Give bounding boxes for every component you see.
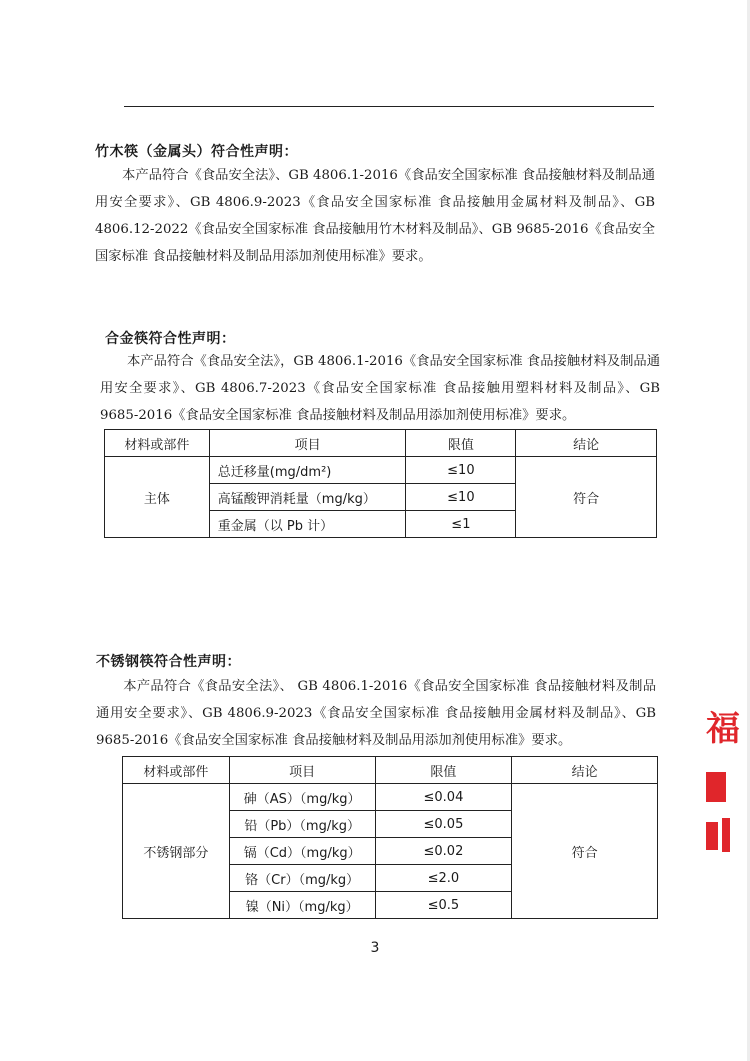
- table-header-row: [123, 757, 658, 784]
- item-cell: 砷（AS）（mg/kg）: [229, 784, 375, 811]
- item-cell: 高锰酸钾消耗量（mg/kg）: [209, 484, 406, 511]
- conclusion-cell: 符合: [516, 457, 657, 538]
- section-body-stainless: 本产品符合《食品安全法》、 GB 4806.1-2016《食品安全国家标准 食品接触材料及制品通用安全要求》、GB 4806.9-2023《食品安全国家标准 食品接触用金属材料及制品》、GB 9685-2016《食品安全国家标准 食品接触材料及制品用添加剂使用标准》要求。: [96, 679, 656, 748]
- seal-fragment: [706, 772, 726, 802]
- header-conclusion: 结论: [512, 757, 658, 784]
- seal-fragment: [706, 822, 718, 850]
- limit-cell: ≤0.04: [375, 784, 512, 811]
- material-cell: 不锈钢部分: [123, 784, 230, 919]
- section-body-alloy: 本产品符合《食品安全法》，GB 4806.1-2016《食品安全国家标准 食品接触材料及制品通用安全要求》、GB 4806.7-2023《食品安全国家标准 食品接触用塑料材料及制品》、GB 9685-2016《食品安全国家标准 食品接触材料及制品用添加剂使用标准》要求。: [100, 354, 660, 423]
- header-limit: 限值: [375, 757, 512, 784]
- item-cell: 铅（Pb）（mg/kg）: [229, 811, 375, 838]
- header-material: 材料或部件: [105, 430, 210, 457]
- material-cell: 主体: [105, 457, 210, 538]
- conclusion-cell: 符合: [512, 784, 658, 919]
- section-heading-alloy: 合金筷符合性声明：: [105, 331, 236, 347]
- header-material: 材料或部件: [123, 757, 230, 784]
- stainless-spec-table: [122, 756, 658, 919]
- section-heading-stainless: 不锈钢筷符合性声明：: [96, 654, 241, 670]
- seal-fragment-character: 福: [706, 709, 740, 749]
- limit-cell: ≤1: [406, 511, 516, 538]
- page-number: 3: [370, 940, 380, 956]
- header-conclusion: 结论: [516, 430, 657, 457]
- header-item: 项目: [229, 757, 375, 784]
- seal-fragment: [722, 818, 730, 852]
- alloy-spec-table: [104, 429, 657, 538]
- limit-cell: ≤0.5: [375, 892, 512, 919]
- table-row: [105, 457, 657, 484]
- limit-cell: ≤10: [406, 457, 516, 484]
- table-header-row: [105, 430, 657, 457]
- header-limit: 限值: [406, 430, 516, 457]
- limit-cell: ≤2.0: [375, 865, 512, 892]
- header-rule: [124, 106, 654, 107]
- item-cell: 铬（Cr）（mg/kg）: [229, 865, 375, 892]
- limit-cell: ≤10: [406, 484, 516, 511]
- section-heading-bamboo: 竹木筷（金属头）符合性声明：: [95, 144, 298, 160]
- item-cell: 总迁移量(mg/dm²): [209, 457, 406, 484]
- table-row: [123, 784, 658, 811]
- item-cell: 镉（Cd）（mg/kg）: [229, 838, 375, 865]
- limit-cell: ≤0.02: [375, 838, 512, 865]
- limit-cell: ≤0.05: [375, 811, 512, 838]
- item-cell: 重金属（以 Pb 计）: [209, 511, 406, 538]
- section-body-bamboo: 本产品符合《食品安全法》、GB 4806.1-2016《食品安全国家标准 食品接触材料及制品通用安全要求》、GB 4806.9-2023《食品安全国家标准 食品接触用金属材料及制品》、GB 4806.12-2022《食品安全国家标准 食品接触用竹木材料及制品》、GB 9685-2016《食品安全国家标准 食品接触材料及制品用添加剂使用标准》要求。: [95, 168, 655, 264]
- item-cell: 镍（Ni）（mg/kg）: [229, 892, 375, 919]
- header-item: 项目: [209, 430, 406, 457]
